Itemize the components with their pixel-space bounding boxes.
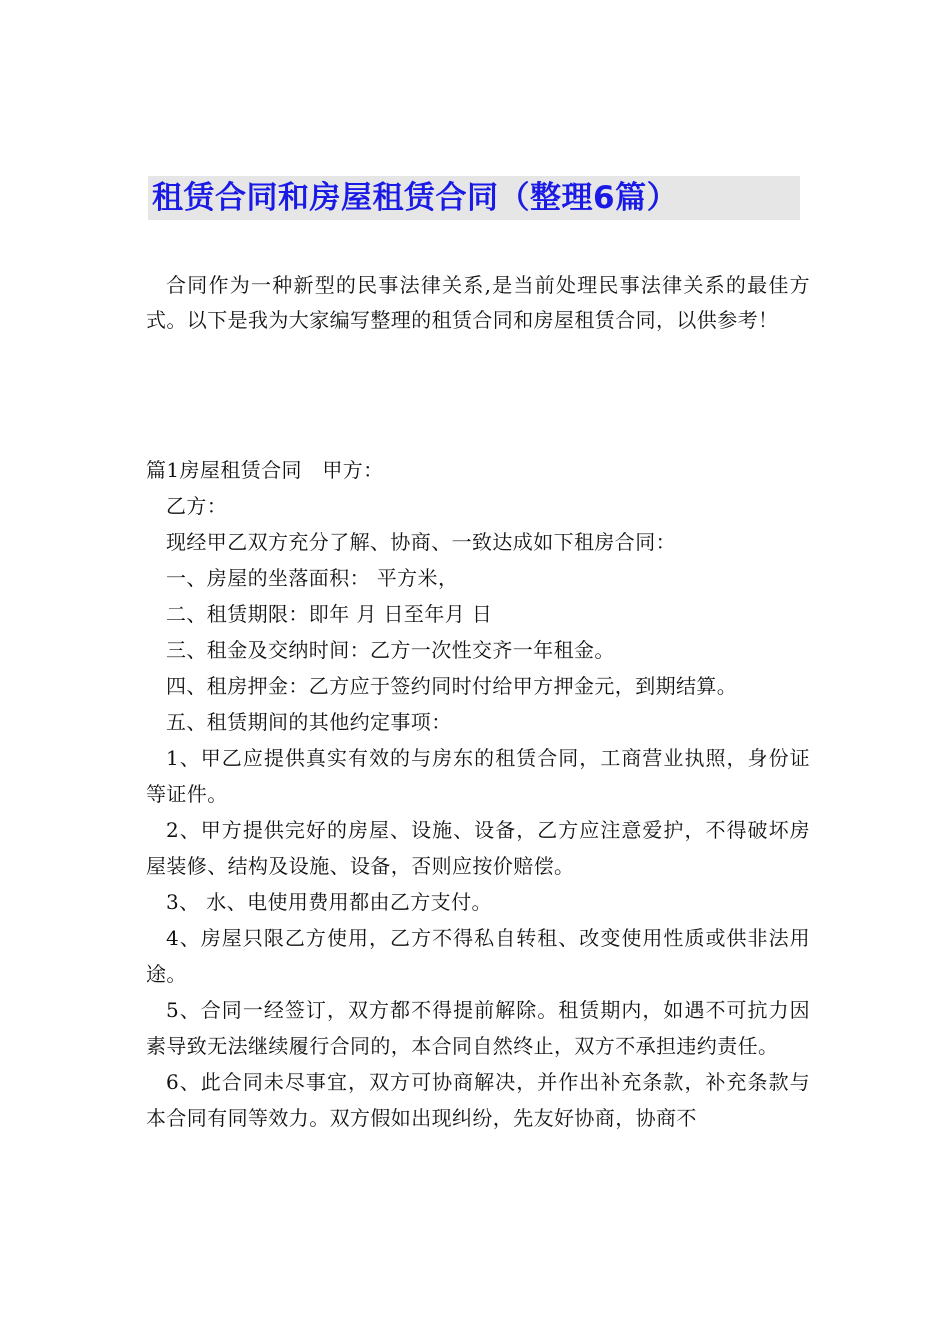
item-paragraph: 5、合同一经签订，双方都不得提前解除。租赁期内，如遇不可抗力因素导致无法继续履行合同的，本合同自然终止，双方不承担违约责任。 — [146, 998, 810, 1058]
clause-line: 二、租赁期限：即年 月 日至年月 日 — [166, 602, 493, 626]
clause-line: 四、租房押金：乙方应于签约同时付给甲方押金元，到期结算。 — [166, 674, 738, 698]
party-b-line: 乙方： — [166, 494, 228, 518]
item-paragraph: 1、甲乙应提供真实有效的与房东的租赁合同，工商营业执照，身份证等证件。 — [146, 746, 810, 806]
contract-body — [146, 452, 810, 1136]
item-paragraph: 2、甲方提供完好的房屋、设施、设备，乙方应注意爱护，不得破坏房屋装修、结构及设施、设备，否则应按价赔偿。 — [146, 818, 810, 878]
clause-line: 一、房屋的坐落面积： 平方米， — [166, 566, 459, 590]
section-heading: 篇1房屋租赁合同 甲方： — [146, 458, 384, 482]
item-paragraph: 4、房屋只限乙方使用，乙方不得私自转租、改变使用性质或供非法用途。 — [146, 926, 810, 986]
clause-line: 五、租赁期间的其他约定事项： — [166, 710, 452, 734]
title-highlight — [148, 176, 800, 220]
item-paragraph: 6、此合同未尽事宜，双方可协商解决，并作出补充条款，补充条款与本合同有同等效力。双方假如出现纠纷，先友好协商，协商不 — [146, 1070, 810, 1130]
item-paragraph: 3、 水、电使用费用都由乙方支付。 — [166, 890, 492, 914]
clause-line: 三、租金及交纳时间：乙方一次性交齐一年租金。 — [166, 638, 615, 662]
document-title: 租赁合同和房屋租赁合同（整理6篇） — [152, 180, 679, 216]
preamble-line: 现经甲乙双方充分了解、协商、一致达成如下租房合同： — [166, 530, 676, 554]
intro-paragraph: 合同作为一种新型的民事法律关系,是当前处理民事法律关系的最佳方式。以下是我为大家编写整理的租赁合同和房屋租赁合同，以供参考！ — [146, 273, 810, 332]
